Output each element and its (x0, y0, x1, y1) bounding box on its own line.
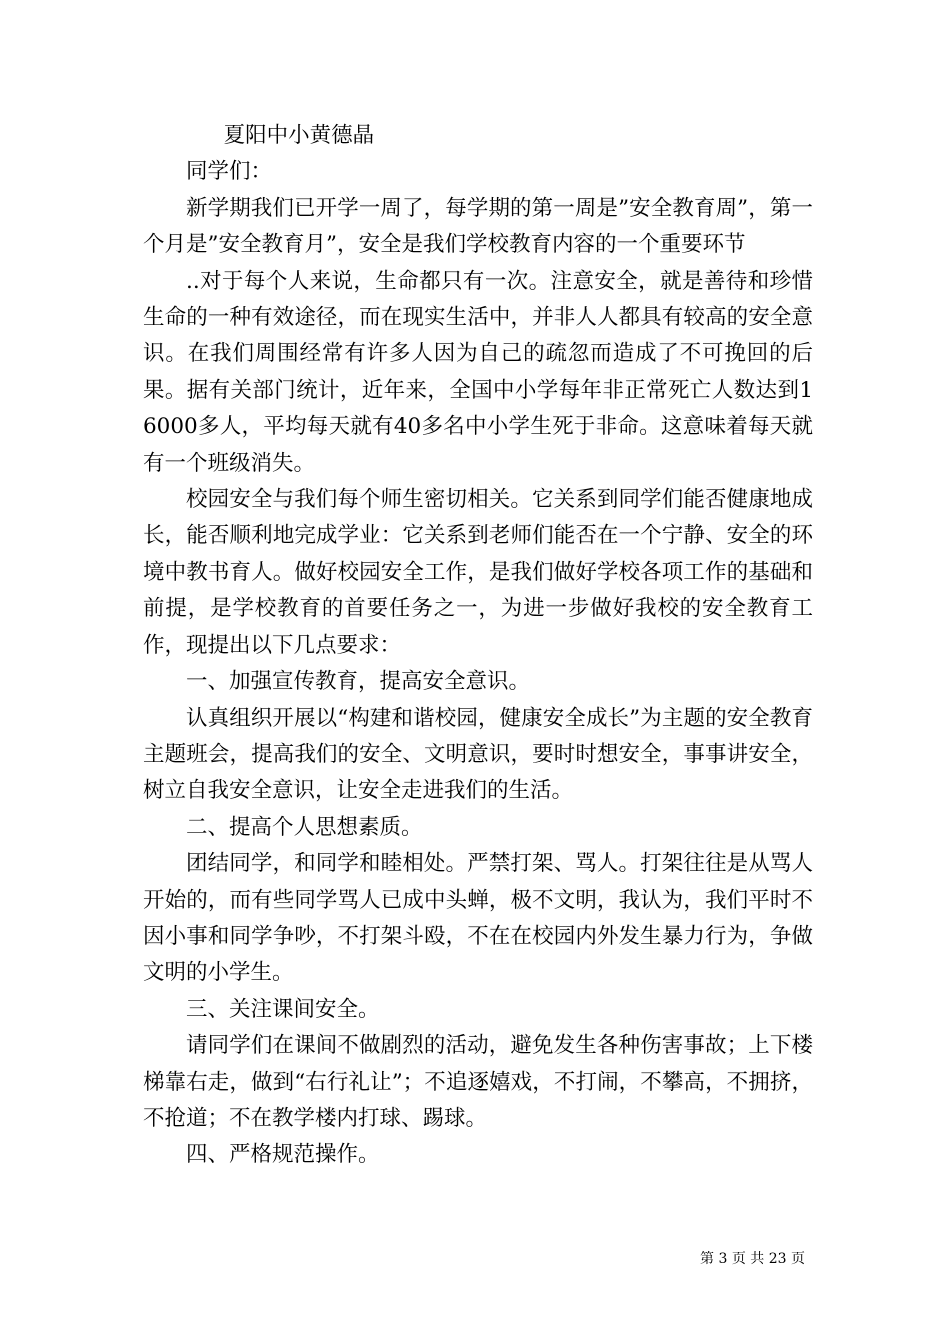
section-heading-1: 一、加强宣传教育，提高安全意识。 (186, 669, 531, 695)
footer-current-page: 3 (718, 1251, 728, 1267)
paragraph-section-2: 团结同学，和同学和睦相处。严禁打架、骂人。打架往往是从骂人开始的，而有些同学骂人已成中头蝉，极不文明，我认为，我们平时不因小事和同学争吵，不打架斗殴，不在在校园内外发生暴力行为，争做文明的小学生。 (143, 851, 813, 986)
section-heading-4: 四、严格规范操作。 (186, 1142, 380, 1168)
greeting: 同学们： (186, 159, 273, 185)
paragraph-section-1: 认真组织开展以“构建和谐校园，健康安全成长”为主题的安全教育主题班会，提高我们的安全、文明意识，要时时想安全，事事讲安全，树立自我安全意识，让安全走进我们的生活。 (143, 705, 813, 804)
author-line: 夏阳中小黄德晶 (223, 123, 375, 148)
footer-total-pages: 23 (768, 1251, 787, 1267)
footer-prefix: 第 (699, 1251, 714, 1267)
page-footer (700, 1248, 805, 1268)
paragraph-life: ..对于每个人来说，生命都只有一次。注意安全，就是善待和珍惜生命的一种有效途径，而在现实生活中，并非人人都具有较高的安全意识。在我们周围经常有许多人因为自己的疏忽而造成了不可挽回的后果。据有关部门统计，近年来，全国中小学每年非正常死亡人数达到16000多人，平均每天就有40多名中小学生死于非命。这意味着每天就有一个班级消失。 (143, 268, 813, 476)
paragraph-intro: 新学期我们已开学一周了，每学期的第一周是”安全教育周”，第一个月是”安全教育月”，安全是我们学校教育内容的一个重要环节 (143, 195, 813, 258)
document-body (143, 118, 813, 1174)
section-heading-2: 二、提高个人思想素质。 (186, 814, 423, 840)
section-heading-3: 三、关注课间安全。 (186, 996, 380, 1022)
paragraph-section-3: 请同学们在课间不做剧烈的活动，避免发生各种伤害事故；上下楼梯靠右走，做到“右行礼让”；不追逐嬉戏，不打闹，不攀高，不拥挤，不抢道；不在教学楼内打球、踢球。 (143, 1033, 813, 1131)
footer-suffix: 页 (791, 1251, 805, 1267)
footer-middle: 页 共 (731, 1251, 765, 1267)
paragraph-campus-safety: 校园安全与我们每个师生密切相关。它关系到同学们能否健康地成长，能否顺利地完成学业：它关系到老师们能否在一个宁静、安全的环境中教书育人。做好校园安全工作，是我们做好学校各项工作的基础和前提，是学校教育的首要任务之一，为进一步做好我校的安全教育工作，现提出以下几点要求： (143, 487, 813, 658)
